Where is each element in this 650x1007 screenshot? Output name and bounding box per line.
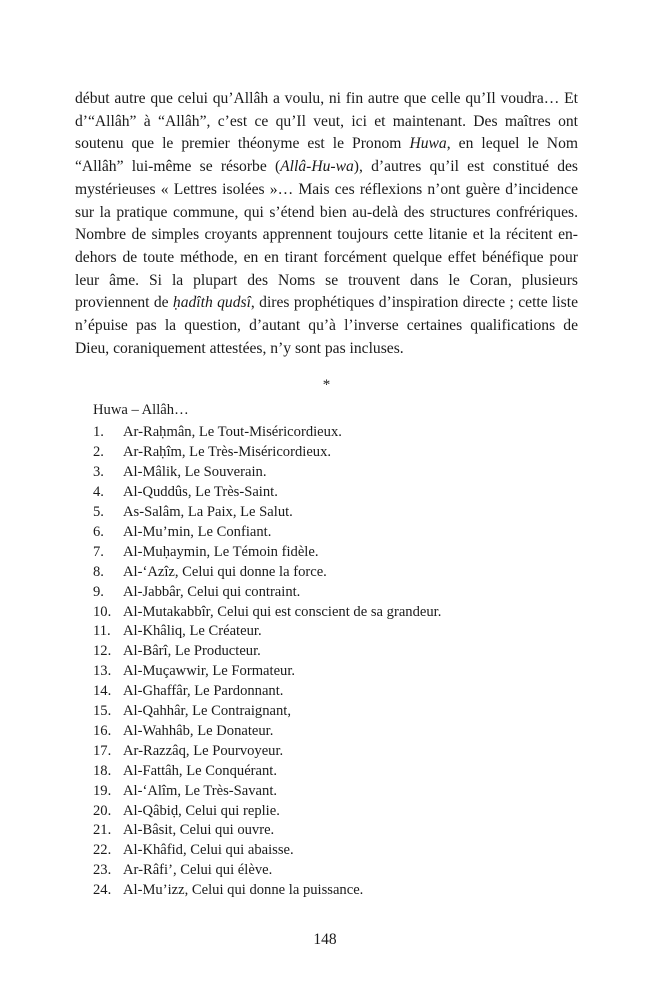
paragraph-segment: ḥadîth qudsî — [172, 294, 251, 312]
item-number: 14. — [93, 683, 112, 700]
item-number: 21. — [93, 822, 112, 839]
item-text: Al-Khâliq, Le Créateur. — [123, 623, 262, 640]
item-number: 18. — [93, 762, 112, 779]
item-text: Al-Khâfid, Celui qui abaisse. — [123, 842, 294, 859]
item-text: Al-Bârî, Le Producteur. — [123, 643, 261, 660]
item-number: 23. — [93, 862, 112, 879]
item-number: 17. — [93, 742, 112, 759]
name-list-item — [93, 861, 578, 881]
item-text: Al-Mu’izz, Celui qui donne la puissance. — [123, 882, 364, 899]
section-separator: * — [322, 377, 331, 394]
paragraph-segment: Huwa — [409, 135, 447, 153]
name-list-item — [93, 563, 578, 583]
name-list-item — [93, 762, 578, 782]
name-list-item — [93, 702, 578, 722]
item-number: 6. — [93, 523, 104, 540]
paragraph — [75, 88, 578, 360]
name-list-item — [93, 543, 578, 563]
item-text: Al-‘Alîm, Le Très-Savant. — [123, 782, 278, 799]
item-text: As-Salâm, La Paix, Le Salut. — [123, 503, 293, 520]
item-text: Ar-Raḥmân, Le Tout-Miséricordieux. — [123, 424, 342, 441]
item-number: 9. — [93, 583, 104, 600]
item-number: 5. — [93, 503, 104, 520]
item-number: 1. — [93, 424, 104, 441]
name-list-item — [93, 722, 578, 742]
paragraph-segment: , en lequel le Nom “Allâh” lui-même se résorbe ( — [75, 135, 578, 176]
item-text: Al-‘Azîz, Celui qui donne la force. — [123, 563, 327, 580]
paragraph-segment: début autre que celui qu’Allâh a voulu, ni fin autre que celle qu’Il voudra… Et d’“Allâh” à “Allâh”, c’est ce qu’Il veut, ici et maintenant. Des maîtres ont soutenu que le premier théonyme est le Pronom — [75, 90, 578, 153]
item-text: Ar-Râfi’, Celui qui élève. — [123, 862, 273, 879]
item-text: Al-Bâsit, Celui qui ouvre. — [123, 822, 275, 839]
item-number: 22. — [93, 842, 112, 859]
item-number: 16. — [93, 722, 112, 739]
item-text: Al-Muçawwir, Le Formateur. — [123, 663, 296, 680]
item-text: Ar-Raḥîm, Le Très-Miséricordieux. — [123, 444, 332, 461]
paragraph-segment: ), d’autres qu’il est constitué des mystérieuses « Lettres isolées »… Mais ces réflexions n’ont guère d’incidence sur la pratique commune, qui s’étend bien au-delà des structures confrériques. Nombre de simples croyants apprennent toujours cette litanie et la récitent en-dehors de toute méthode, en en tirant forcément quelque effet bénéfique pour leur âme. Si la plupart des Noms se trouvent dans le Coran, plusieurs proviennent de — [75, 158, 578, 312]
page-number: 148 — [313, 931, 337, 948]
item-number: 15. — [93, 703, 112, 720]
item-number: 11. — [93, 623, 111, 640]
paragraph-segment: , dires prophétiques d’inspiration directe ; cette liste n’épuise pas la question, d’autant qu’à l’inverse certaines qualifications de Dieu, coraniquement attestées, n’y sont pas incluses. — [75, 294, 578, 357]
item-text: Al-Qahhâr, Le Contraignant, — [123, 703, 291, 720]
name-list-item — [93, 682, 578, 702]
name-list-item — [93, 821, 578, 841]
name-list-item — [93, 523, 578, 543]
item-number: 7. — [93, 543, 104, 560]
name-list-item — [93, 503, 578, 523]
name-list-item — [93, 662, 578, 682]
name-list-item — [93, 642, 578, 662]
item-text: Al-Qâbiḍ, Celui qui replie. — [123, 802, 280, 819]
item-number: 20. — [93, 802, 112, 819]
item-text: Al-Wahhâb, Le Donateur. — [123, 722, 274, 739]
item-number: 10. — [93, 603, 112, 620]
item-text: Al-Quddûs, Le Très-Saint. — [123, 484, 278, 501]
item-number: 8. — [93, 563, 104, 580]
item-number: 19. — [93, 782, 112, 799]
name-list-item — [93, 443, 578, 463]
name-list-item — [93, 881, 578, 901]
name-list-item — [93, 622, 578, 642]
list-header: Huwa – Allâh… — [93, 402, 189, 419]
name-list-item — [93, 483, 578, 503]
names-list-block — [75, 401, 578, 901]
item-text: Al-Fattâh, Le Conquérant. — [123, 762, 278, 779]
name-list-item — [93, 423, 578, 443]
item-text: Al-Mu’min, Le Confiant. — [123, 523, 272, 540]
name-list-item — [93, 782, 578, 802]
item-number: 2. — [93, 444, 104, 461]
name-list-item — [93, 463, 578, 483]
name-list-item — [93, 603, 578, 623]
item-text: Al-Mâlik, Le Souverain. — [123, 464, 267, 481]
name-list-item — [93, 742, 578, 762]
name-list-item — [93, 841, 578, 861]
item-number: 13. — [93, 663, 112, 680]
name-list-item — [93, 583, 578, 603]
item-number: 4. — [93, 484, 104, 501]
item-text: Al-Ghaffâr, Le Pardonnant. — [123, 683, 284, 700]
name-list-item — [93, 802, 578, 822]
item-text: Ar-Razzâq, Le Pourvoyeur. — [123, 742, 284, 759]
item-text: Al-Jabbâr, Celui qui contraint. — [123, 583, 301, 600]
item-number: 12. — [93, 643, 112, 660]
item-text: Al-Mutakabbîr, Celui qui est conscient de sa grandeur. — [123, 603, 442, 620]
paragraph-segment: Allâ-Hu-wa — [280, 158, 354, 176]
item-number: 24. — [93, 882, 112, 899]
item-number: 3. — [93, 464, 104, 481]
names-list — [93, 423, 578, 901]
item-text: Al-Muḥaymin, Le Témoin fidèle. — [123, 543, 319, 560]
